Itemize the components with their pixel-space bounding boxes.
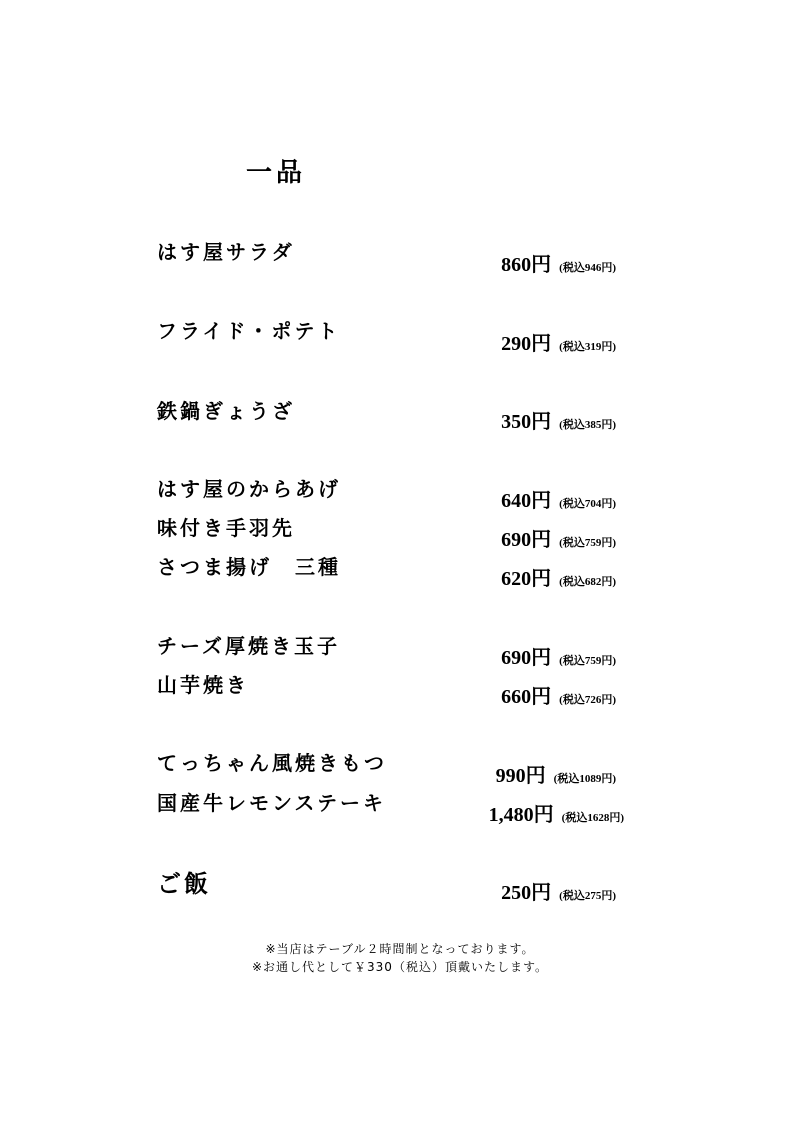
menu-item-tax-price: (税込275円): [559, 890, 616, 902]
menu-item-name: 山芋焼き: [157, 673, 249, 697]
menu-item-name: ご飯: [157, 870, 211, 898]
menu-item-price-row: [501, 405, 616, 434]
menu-item-price: 250円: [501, 882, 552, 904]
note-table-time-limit: ※当店はテーブル２時間制となっております。: [265, 942, 535, 956]
menu-item-price: 990円: [495, 765, 546, 787]
menu-item-tax-price: (税込1628円): [561, 812, 624, 824]
footer-notes: [0, 940, 800, 976]
menu-item-price-row: [501, 562, 616, 591]
menu-item-tax-price: (税込704円): [559, 498, 616, 510]
menu-item-price-row: [501, 680, 616, 709]
menu-item-price: 690円: [501, 647, 552, 669]
menu-item-name: さつま揚げ 三種: [157, 555, 341, 579]
menu-item-price-row: [501, 484, 616, 513]
menu-item-price: 640円: [501, 490, 552, 512]
menu-item-price: 1,480円: [488, 804, 554, 826]
menu-item-price-row: [501, 641, 616, 670]
menu-item-price-row: [501, 327, 616, 356]
menu-item-tax-price: (税込946円): [559, 262, 616, 274]
menu-item-price-row: [496, 759, 616, 788]
menu-item-price: 350円: [501, 411, 552, 433]
menu-item-name: はす屋サラダ: [157, 240, 295, 264]
menu-item-name: 鉄鍋ぎょうざ: [157, 399, 295, 423]
menu-item-price: 290円: [501, 333, 552, 355]
menu-item-price: 660円: [501, 686, 552, 708]
menu-item-name: フライド・ポテト: [157, 319, 341, 343]
menu-item-tax-price: (税込726円): [559, 694, 616, 706]
menu-item-price: 620円: [501, 568, 552, 590]
menu-item-tax-price: (税込759円): [559, 537, 616, 549]
menu-item-price-row: [501, 876, 616, 905]
menu-item-name: 味付き手羽先: [157, 516, 295, 540]
menu-item-name: 国産牛レモンステーキ: [157, 791, 386, 815]
note-cover-charge: ※お通し代として￥330（税込）頂戴いたします。: [251, 960, 548, 974]
menu-item-price-row: [501, 248, 616, 277]
menu-item-name: てっちゃん風焼きもつ: [157, 751, 387, 775]
menu-item-tax-price: (税込1089円): [553, 773, 616, 785]
menu-item-price: 690円: [501, 529, 552, 551]
menu-item-price: 860円: [501, 254, 552, 276]
menu-item-tax-price: (税込319円): [559, 341, 616, 353]
menu-item-price-row: [501, 523, 616, 552]
menu-item-tax-price: (税込385円): [559, 419, 616, 431]
menu-item-name: はす屋のからあげ: [157, 477, 341, 501]
menu-item-tax-price: (税込682円): [559, 576, 616, 588]
menu-item-tax-price: (税込759円): [559, 655, 616, 667]
menu-item-name: チーズ厚焼き玉子: [157, 634, 340, 658]
menu-title: 一品: [246, 158, 307, 188]
menu-item-price-row: [489, 798, 624, 827]
